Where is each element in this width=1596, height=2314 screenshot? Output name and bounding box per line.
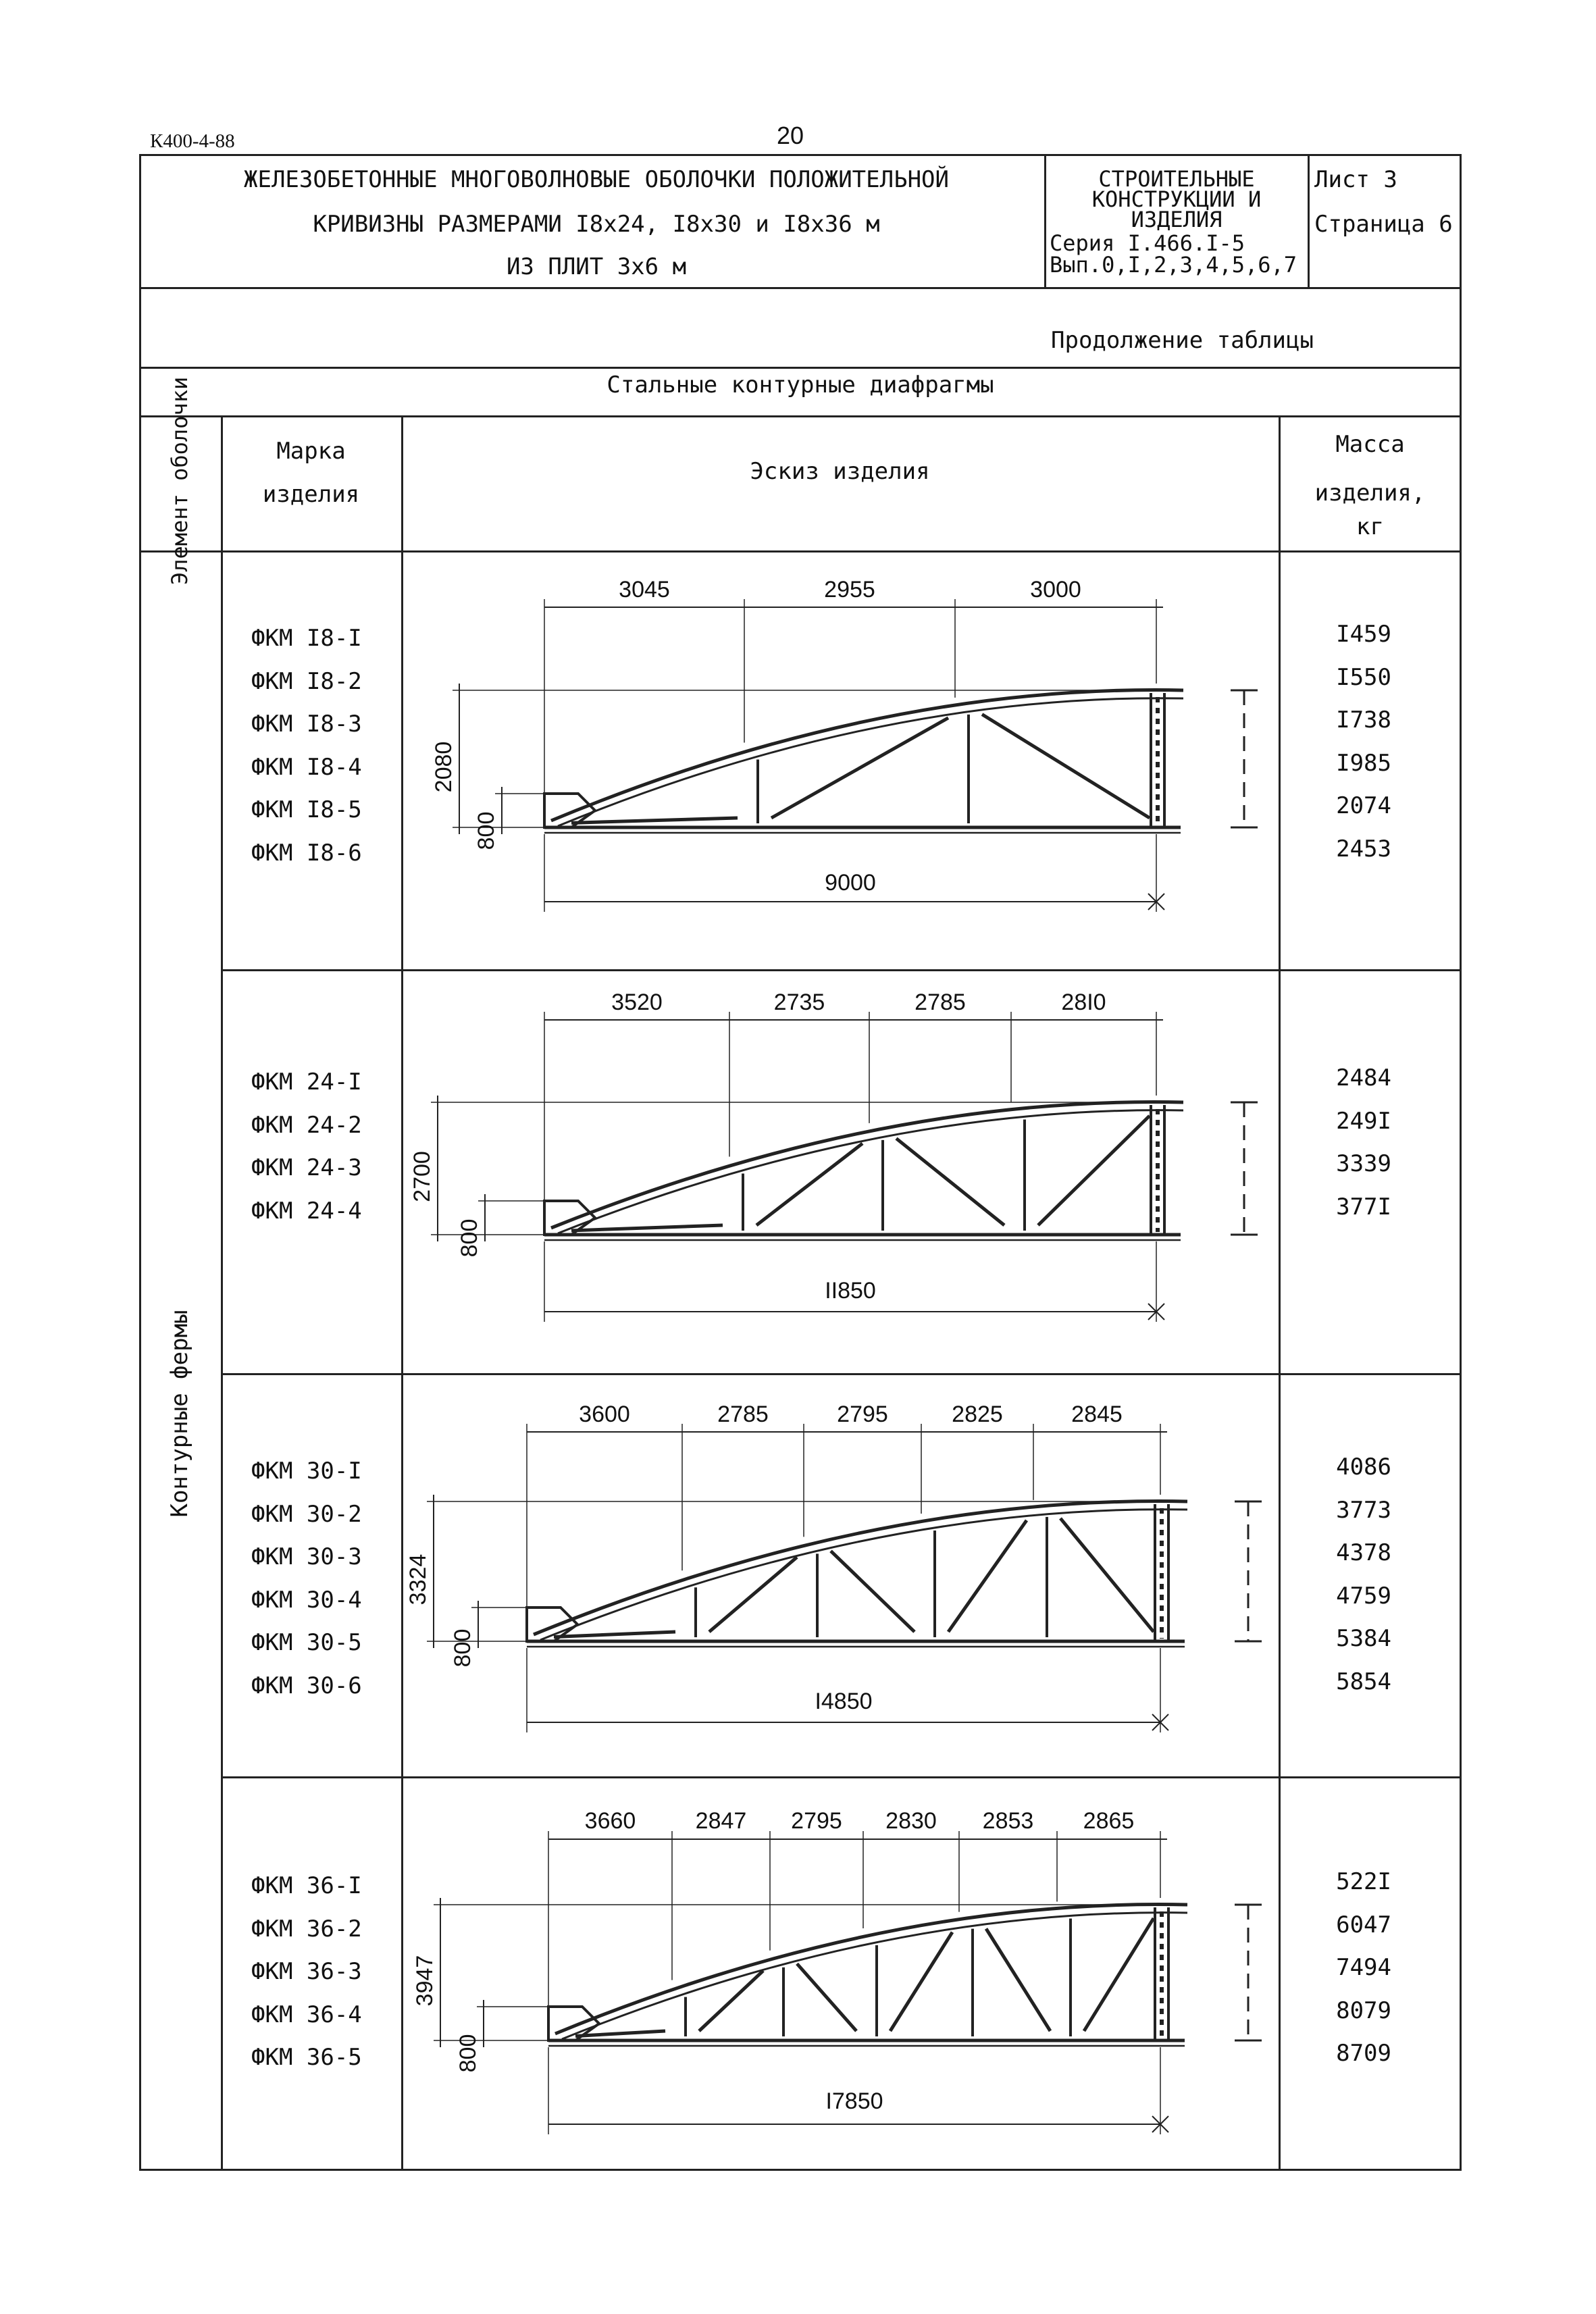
support-dimension-label: 800 [455, 2034, 481, 2073]
panel-dimension-label: 2955 [824, 577, 875, 602]
truss-diagonal [948, 1520, 1027, 1632]
panel-dimension-label: 3600 [579, 1402, 630, 1427]
span-dimension-label: I4850 [815, 1689, 873, 1714]
product-mass: I550 [1336, 663, 1391, 691]
panel-dimension-label: 3000 [1030, 577, 1081, 602]
product-mark: ФКМ I8-2 [251, 667, 362, 695]
product-mark: ФКМ 36-I [251, 1872, 362, 1899]
product-mass: 8709 [1336, 2040, 1391, 2067]
series-number: Серия I.466.I-5 [1050, 230, 1245, 256]
product-mass: 4378 [1336, 1539, 1391, 1566]
support-dimension-label: 800 [457, 1218, 482, 1258]
truss-diagonal [890, 1932, 952, 2031]
title-line-2: КРИВИЗНЫ РАЗМЕРАМИ I8х24, I8х30 и I8х36 м [313, 211, 880, 238]
panel-dimension-label: 2865 [1083, 1808, 1135, 1834]
product-mass: I738 [1336, 706, 1391, 734]
section-title: Стальные контурные диафрагмы [607, 371, 994, 398]
panel-dimension-label: 3520 [611, 989, 663, 1015]
panel-dimension-label: 2847 [695, 1808, 747, 1834]
product-mark: ФКМ 30-5 [251, 1629, 362, 1656]
span-dimension-label: 9000 [825, 870, 876, 896]
product-mark: ФКМ 30-2 [251, 1500, 362, 1528]
product-mass: 6047 [1336, 1911, 1391, 1938]
product-mark: ФКМ 24-I [251, 1069, 362, 1096]
title-line-1: ЖЕЛЕЗОБЕТОННЫЕ МНОГОВОЛНОВЫЕ ОБОЛОЧКИ ПОЛОЖИТЕЛЬНОЙ [244, 166, 949, 193]
category-line-2: КОНСТРУКЦИИ И [1091, 186, 1262, 212]
panel-dimension-label: 2825 [952, 1402, 1003, 1427]
product-mass: 377I [1336, 1193, 1391, 1220]
category-line-1: СТРОИТЕЛЬНЫЕ [1098, 166, 1255, 192]
product-mark: ФКМ I8-4 [251, 753, 362, 781]
product-mass: 5384 [1336, 1625, 1391, 1652]
product-mark: ФКМ 30-4 [251, 1586, 362, 1614]
continuation-label: Продолжение таблицы [1051, 327, 1314, 354]
element-name: Контурные фермы [166, 1310, 193, 1518]
product-mass: 8079 [1336, 1997, 1391, 2024]
category-line-3: ИЗДЕЛИЯ [1131, 207, 1222, 232]
support-dimension-label: 800 [473, 811, 499, 850]
panel-dimension-label: 3045 [619, 577, 670, 602]
col-header-mass-1: Масса [1335, 431, 1405, 458]
truss-diagonal [571, 818, 738, 823]
top-chord-inner [562, 1913, 1187, 2039]
truss-diagonal [831, 1551, 915, 1632]
product-mass: 2074 [1336, 792, 1391, 819]
product-mark: ФКМ 24-2 [251, 1111, 362, 1139]
product-mark: ФКМ 24-3 [251, 1154, 362, 1181]
col-header-mass-2: изделия, [1314, 480, 1426, 507]
col-header-mark-1: Марка [276, 438, 346, 465]
panel-dimension-label: 2735 [773, 989, 825, 1015]
height-dimension-label: 3947 [412, 1955, 438, 2007]
truss-diagonal [1060, 1518, 1154, 1632]
col-header-mark-2: изделия [262, 481, 360, 508]
support-dimension-label: 800 [450, 1628, 475, 1668]
panel-dimension-label: 2845 [1071, 1402, 1123, 1427]
truss-diagonal [896, 1139, 1004, 1225]
page-label: Страница 6 [1314, 211, 1453, 238]
product-mark: ФКМ 24-4 [251, 1197, 362, 1225]
span-dimension-label: II850 [825, 1278, 876, 1304]
top-chord [551, 1102, 1183, 1228]
panel-dimension-label: 2785 [717, 1402, 769, 1427]
height-dimension-label: 2080 [431, 741, 457, 793]
product-mass: 7494 [1336, 1954, 1391, 1981]
product-mark: ФКМ 36-4 [251, 2001, 362, 2028]
product-mass: 4086 [1336, 1454, 1391, 1481]
panel-dimension-label: 2853 [982, 1808, 1034, 1834]
product-mass: 4759 [1336, 1582, 1391, 1610]
height-dimension-label: 3324 [405, 1553, 431, 1605]
product-mark: ФКМ 30-3 [251, 1543, 362, 1570]
truss-diagonal [571, 1225, 723, 1231]
span-dimension-label: I7850 [825, 2088, 883, 2114]
truss-diagonal [1038, 1116, 1150, 1225]
product-mass: 3773 [1336, 1496, 1391, 1524]
sheet-number: Лист 3 [1314, 166, 1397, 193]
panel-dimension-label: 3660 [584, 1808, 636, 1834]
product-mark: ФКМ 30-6 [251, 1672, 362, 1699]
product-mark: ФКМ 36-5 [251, 2044, 362, 2071]
panel-dimension-label: 2830 [885, 1808, 937, 1834]
product-mark: ФКМ I8-I [251, 625, 362, 652]
truss-diagonal [756, 1143, 863, 1225]
panel-dimension-label: 2795 [791, 1808, 842, 1834]
truss-diagonal [554, 1632, 675, 1637]
product-mass: 522I [1336, 1868, 1391, 1895]
product-mass: 3339 [1336, 1150, 1391, 1177]
panel-dimension-label: 2795 [837, 1402, 888, 1427]
product-mark: ФКМ I8-6 [251, 839, 362, 867]
top-chord-inner [540, 1510, 1187, 1640]
product-mass: I459 [1336, 621, 1391, 648]
title-line-3: ИЗ ПЛИТ 3х6 м [506, 253, 687, 280]
product-mark: ФКМ 30-I [251, 1458, 362, 1485]
col-header-sketch: Эскиз изделия [750, 458, 930, 485]
product-mass: I985 [1336, 749, 1391, 777]
col-header-mass-3: кг [1356, 513, 1384, 540]
product-mass: 2453 [1336, 835, 1391, 863]
product-mass: 249I [1336, 1107, 1391, 1135]
truss-diagonal [986, 1928, 1050, 2031]
product-mark: ФКМ 36-3 [251, 1958, 362, 1985]
top-chord [551, 690, 1183, 821]
document-code: К400-4-88 [150, 130, 235, 152]
page-number: 20 [777, 122, 804, 149]
product-mark: ФКМ I8-5 [251, 796, 362, 823]
truss-diagonal [1084, 1918, 1154, 2031]
truss-diagonal [982, 715, 1150, 818]
issue-numbers: Вып.0,I,2,3,4,5,6,7 [1050, 252, 1297, 278]
product-mark: ФКМ 36-2 [251, 1915, 362, 1943]
product-mark: ФКМ I8-3 [251, 711, 362, 738]
height-dimension-label: 2700 [409, 1151, 435, 1202]
truss-diagonal [797, 1963, 856, 2031]
panel-dimension-label: 2785 [915, 989, 966, 1015]
panel-dimension-label: 28I0 [1061, 989, 1106, 1015]
col-header-element: Элемент оболочки [167, 376, 192, 585]
product-mass: 5854 [1336, 1668, 1391, 1695]
top-chord-inner [558, 1110, 1183, 1233]
top-chord [534, 1501, 1187, 1635]
truss-diagonal [771, 718, 948, 818]
product-mass: 2484 [1336, 1064, 1391, 1091]
